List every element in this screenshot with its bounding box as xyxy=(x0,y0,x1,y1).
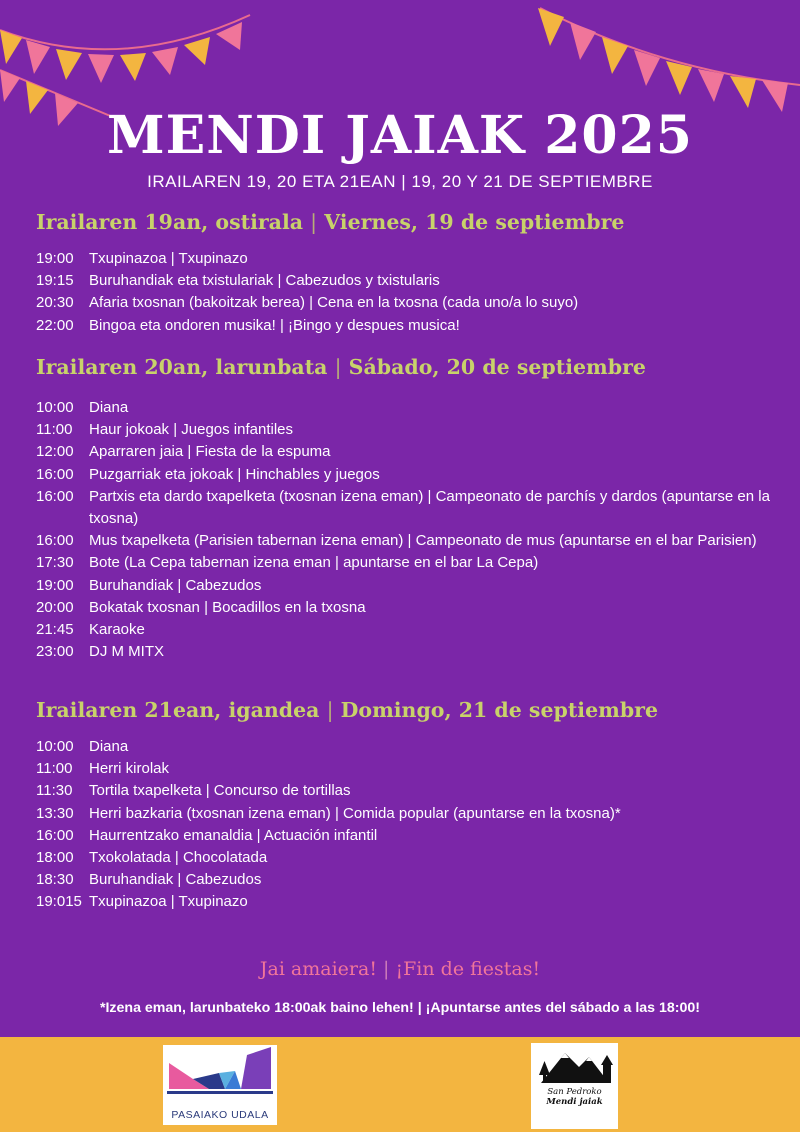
event-time: 11:00 xyxy=(36,760,73,778)
mendi-jaiak-logo xyxy=(531,1043,618,1129)
event-desc: Tortila txapelketa | Concurso de tortillas xyxy=(89,782,351,800)
event-time: 16:00 xyxy=(36,487,74,505)
pasaia-logo-icon xyxy=(163,1045,277,1107)
event-time: 16:00 xyxy=(36,465,74,483)
event-desc: Buruhandiak | Cabezudos xyxy=(89,576,262,594)
event-item xyxy=(36,619,776,641)
heading-separator: | xyxy=(334,355,342,379)
event-desc: Puzgarriak eta jokoak | Hinchables y juegos xyxy=(89,465,380,483)
event-desc: Partxis eta dardo txapelketa (txosnan izena eman) | Campeonato de parchís y dardos (apuntarse en la txosna) xyxy=(89,487,770,528)
event-desc: Herri bazkaria (txosnan izena eman) | Comida popular (apuntarse en la txosna)* xyxy=(89,804,621,822)
event-time: 13:30 xyxy=(36,804,74,822)
event-desc: Bote (La Cepa tabernan izena eman | apuntarse en el bar La Cepa) xyxy=(89,554,539,572)
event-time: 18:30 xyxy=(36,871,74,889)
heading-separator: | xyxy=(310,210,318,234)
page-title: MENDI JAIAK 2025 xyxy=(107,105,693,166)
event-time: 19:015 xyxy=(36,893,82,911)
event-desc: Mus txapelketa (Parisien tabernan izena eman) | Campeonato de mus (apuntarse en el bar Parisien) xyxy=(89,532,757,550)
event-desc: Buruhandiak | Cabezudos xyxy=(89,871,262,889)
event-desc: Diana xyxy=(89,738,129,755)
event-desc: Txupinazoa | Txupinazo xyxy=(89,250,248,267)
event-time: 20:30 xyxy=(36,294,74,312)
event-time: 18:00 xyxy=(36,849,74,867)
event-time: 19:00 xyxy=(36,250,74,267)
day-sunday xyxy=(36,698,776,914)
mendi-jaiak-logo-text xyxy=(531,1087,618,1107)
event-time: 11:00 xyxy=(36,421,73,439)
event-time: 17:30 xyxy=(36,554,74,572)
closing-es: ¡Fin de fiestas! xyxy=(395,958,541,980)
day-friday xyxy=(36,210,776,337)
event-time: 22:00 xyxy=(36,316,74,334)
footer xyxy=(0,1037,800,1132)
logo-line-1: San Pedroko xyxy=(547,1087,602,1097)
event-item xyxy=(36,397,776,419)
event-desc: Txokolatada | Chocolatada xyxy=(89,849,268,867)
event-desc: Afaria txosnan (bakoitzak berea) | Cena en la txosna (cada uno/a lo suyo) xyxy=(89,294,579,312)
event-list xyxy=(36,736,776,914)
event-item xyxy=(36,736,776,758)
event-desc: Haurrentzako emanaldia | Actuación infantil xyxy=(89,826,378,844)
event-item xyxy=(36,552,776,574)
day-heading-es: Viernes, 19 de septiembre xyxy=(324,210,625,234)
day-saturday xyxy=(36,355,776,663)
event-desc: DJ M MITX xyxy=(89,643,164,661)
event-time: 19:00 xyxy=(36,576,74,594)
day-heading-es: Domingo, 21 de septiembre xyxy=(340,698,659,722)
logo-line-2: Mendi jaiak xyxy=(546,1097,603,1107)
event-list xyxy=(36,248,776,337)
event-time: 16:00 xyxy=(36,532,74,550)
event-item xyxy=(36,315,776,337)
event-item xyxy=(36,758,776,780)
closing-separator: | xyxy=(383,958,390,980)
mountain-logo-icon xyxy=(531,1043,618,1087)
event-item xyxy=(36,419,776,441)
event-time: 10:00 xyxy=(36,738,74,755)
event-item xyxy=(36,641,776,663)
event-desc: Herri kirolak xyxy=(89,760,170,778)
day-heading xyxy=(36,210,776,234)
event-item xyxy=(36,486,776,530)
event-item xyxy=(36,847,776,869)
event-item xyxy=(36,530,776,552)
event-item xyxy=(36,270,776,292)
event-desc: Karaoke xyxy=(89,621,145,639)
event-desc: Txupinazoa | Txupinazo xyxy=(89,893,248,911)
pasaia-logo-text: PASAIAKO UDALA xyxy=(171,1109,269,1121)
registration-note: *Izena eman, larunbateko 18:00ak baino lehen! | ¡Apuntarse antes del sábado a las 18:00! xyxy=(99,1000,701,1016)
event-time: 23:00 xyxy=(36,643,74,661)
event-item xyxy=(36,292,776,314)
day-heading-eu: Irailaren 20an, larunbata xyxy=(36,355,328,379)
event-desc: Aparraren jaia | Fiesta de la espuma xyxy=(89,443,331,461)
heading-separator: | xyxy=(326,698,334,722)
event-time: 19:15 xyxy=(36,272,74,290)
day-heading xyxy=(36,355,776,379)
event-time: 21:45 xyxy=(36,621,74,639)
event-item xyxy=(36,575,776,597)
event-item xyxy=(36,825,776,847)
event-item xyxy=(36,441,776,463)
event-item xyxy=(36,597,776,619)
closing-eu: Jai amaiera! xyxy=(259,958,377,980)
day-heading-eu: Irailaren 19an, ostirala xyxy=(36,210,304,234)
event-desc: Buruhandiak eta txistulariak | Cabezudos y txistularis xyxy=(89,272,440,290)
event-desc: Bokatak txosnan | Bocadillos en la txosna xyxy=(89,598,366,616)
day-heading-eu: Irailaren 21ean, igandea xyxy=(36,698,320,722)
event-item xyxy=(36,803,776,825)
event-item xyxy=(36,464,776,486)
event-time: 11:30 xyxy=(36,782,73,800)
event-time: 12:00 xyxy=(36,443,74,461)
event-time: 16:00 xyxy=(36,826,74,844)
event-desc: Bingoa eta ondoren musika! | ¡Bingo y despues musica! xyxy=(89,316,460,334)
event-list xyxy=(36,397,776,663)
day-heading xyxy=(36,698,776,722)
event-item xyxy=(36,248,776,270)
event-time: 10:00 xyxy=(36,399,74,416)
page-subtitle: IRAILAREN 19, 20 ETA 21EAN | 19, 20 Y 21 DE SEPTIEMBRE xyxy=(147,172,653,191)
event-item xyxy=(36,780,776,802)
event-time: 20:00 xyxy=(36,598,74,616)
event-desc: Diana xyxy=(89,399,129,416)
event-item xyxy=(36,869,776,891)
event-item xyxy=(36,891,776,913)
day-heading-es: Sábado, 20 de septiembre xyxy=(348,355,646,379)
event-desc: Haur jokoak | Juegos infantiles xyxy=(89,421,294,439)
closing-line xyxy=(0,958,800,980)
pasaiako-udala-logo xyxy=(163,1045,277,1125)
